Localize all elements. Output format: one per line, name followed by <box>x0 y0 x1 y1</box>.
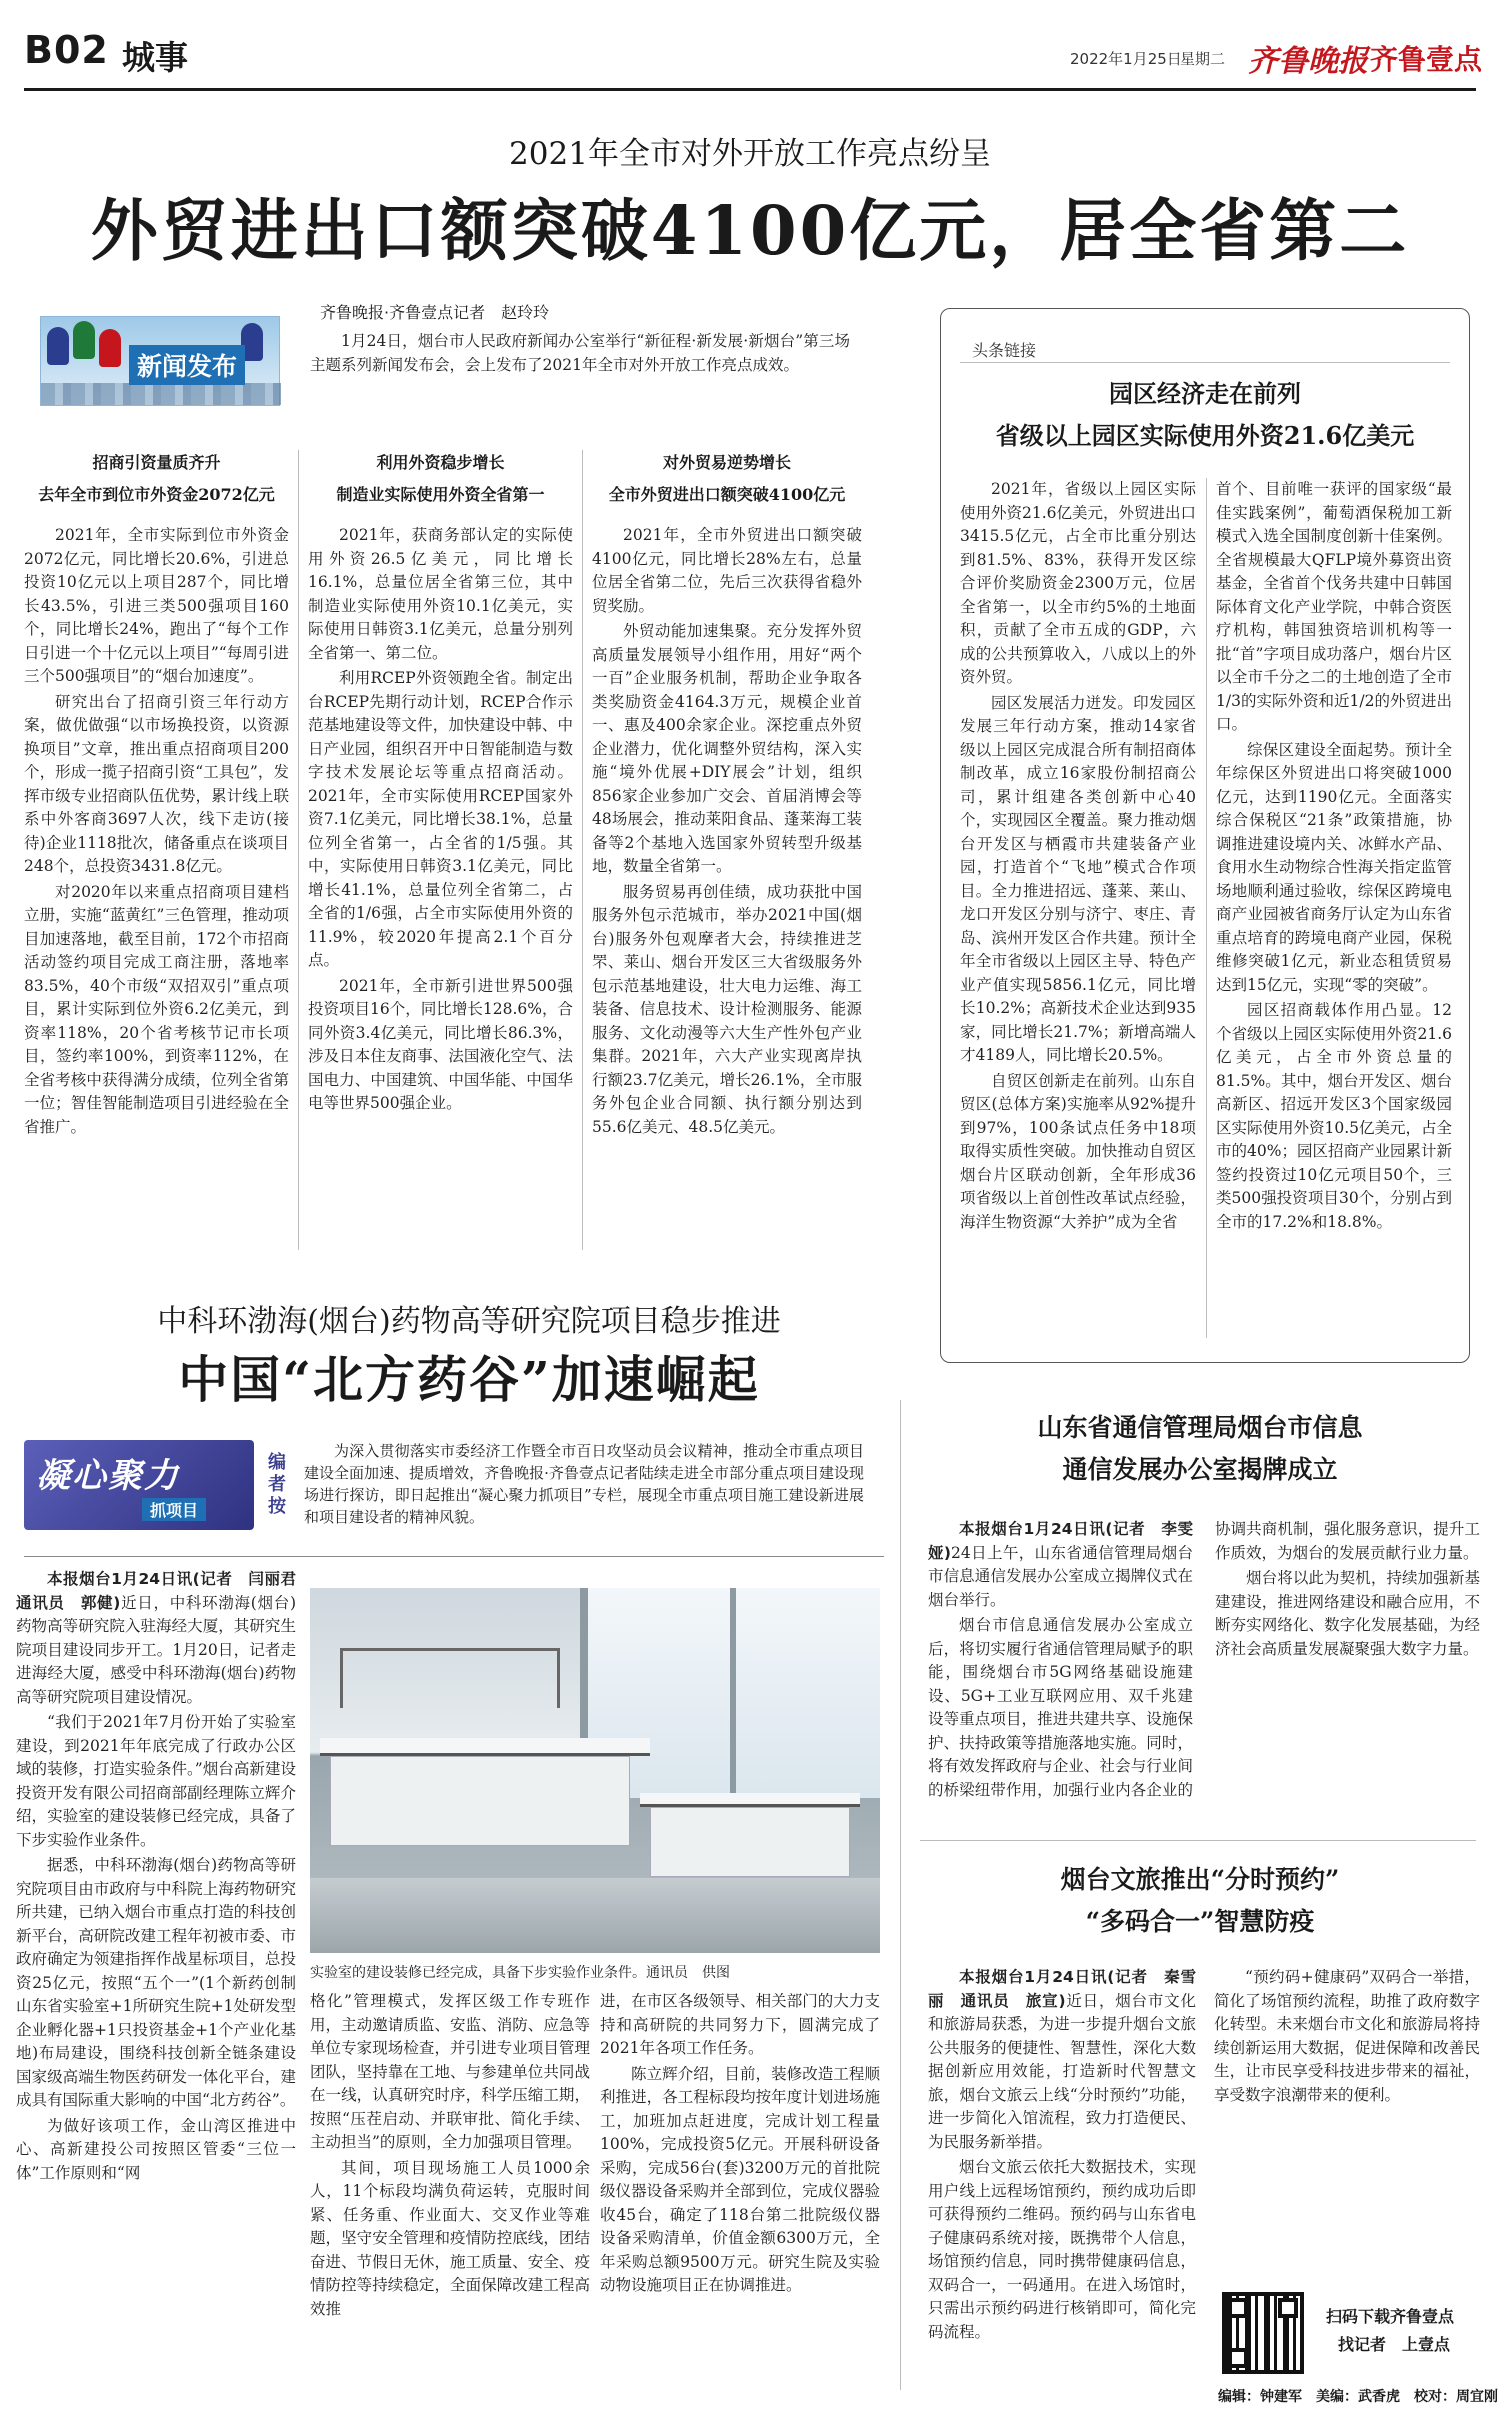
lead-col-2-title: 制造业实际使用外资全省第一 <box>336 485 545 504</box>
brand-logo-qilu-yidian: 齐鲁壹点 <box>1370 43 1483 76</box>
lead-intro <box>310 330 850 430</box>
paragraph: 外贸动能加速集聚。充分发挥外贸高质量发展领导小组作用，用好“两个一百”企业服务机制，帮助企业争取各类奖励资金4164.3万元，规模企业首一、惠及400余家企业。深挖重点外贸企业潜力，优化调整外贸结构，深入实施“境外优展+DIY展会”计划，组织856家企业参加广交会、首届消博会等48场展会，推动莱阳食品、蓬莱海工装备等2个基地入选国家外贸转型升级基地，数量全省第一。 <box>592 622 862 875</box>
lead-col-3-label: 对外贸易逆势增长 <box>662 453 791 472</box>
paragraph: 2021年，全市新引进世界500强投资项目16个，同比增长128.6%，合同外资3.4亿美元，同比增长86.3%，涉及日本住友商事、法国液化空气、法国电力、中国建筑、中国华能、中国华电等世界500强企业。 <box>308 976 573 1112</box>
lead-headline: 外贸进出口额突破4100亿元，居全省第二 <box>90 191 1410 270</box>
pharma-headline: 中国“北方药谷”加速崛起 <box>178 1350 760 1409</box>
paragraph: 自贸区创新走在前列。山东自贸区(总体方案)实施率从92%提升到97%，100条试点任务中18项取得实质性突破。加快推动自贸区烟台片区联动创新，全年形成36项省级以上首创性改革试点经验，海洋生物资源“大养护”成为全省 <box>960 1071 1196 1231</box>
lab-bench <box>320 1738 650 1756</box>
lab-shelf <box>340 1648 560 1708</box>
column-divider <box>1206 478 1207 1338</box>
tourism-title-1: 烟台文旅推出“分时预约” <box>1060 1865 1340 1894</box>
lead-col-3-body <box>592 524 862 1224</box>
microphone-icon <box>99 329 121 367</box>
lead-col-1-title: 去年全市到位市外资金2072亿元 <box>38 485 275 504</box>
pharma-kicker: 中科环渤海(烟台)药物高等研究院项目稳步推进 <box>157 1304 781 1339</box>
pharma-mid-col <box>310 1990 590 2390</box>
lead-col-1 <box>24 450 289 1224</box>
paragraph: “我们于2021年7月份开始了实验室建设，到2021年年底完成了行政办公区域的装修，打造实验条件。”烟台高新建设投资开发有限公司招商部副经理陈立辉介绍，实验室的建设装修已经完成，具备了下步实验作业条件。 <box>16 1713 296 1849</box>
paragraph <box>16 1568 312 1709</box>
lab-cabinet <box>650 1807 850 1877</box>
sidebar-tag: 头条链接 <box>972 341 1037 360</box>
paragraph: 陈立辉介绍，目前，装修改造工程顺利推进，各工程标段均按年度计划进场施工，加班加点赶进度，完成计划工程量100%，完成投资5亿元。开展科研设备采购，完成56台(套)3200万元的首批院级仪器设备采购并全部到位，完成仪器验收45台，确定了118台第二批院级仪器设备采购清单，价值金额6300万元，全年采购总额9500万元。研究生院及实验动物设施项目正在协调推进。 <box>600 2064 880 2294</box>
qr-finder <box>1228 2298 1248 2318</box>
byline: 本报烟台1月24日讯(记者 闫丽君 通讯员 郭健) <box>16 1570 312 1612</box>
paragraph: 园区招商载体作用凸显。12个省级以上园区实际使用外资21.6亿美元，占全市外资总量的81.5%。其中，烟台开发区、烟台高新区、招远开发区3个国家级园区实际使用外资10.5亿美元，占全市的40%；园区招商产业园累计新签约投资过10亿元项目50个，三类500强投资项目30个，分别占到全市的17.2%和18.8%。 <box>1216 1001 1453 1231</box>
column-divider <box>582 450 583 1250</box>
lead-col-2 <box>308 450 573 1224</box>
project-column-badge-title: 凝心聚力 <box>36 1456 180 1496</box>
sidebar-title-1: 园区经济走在前列 <box>1109 379 1301 408</box>
issue-date: 2022年1月25日 <box>1070 50 1182 68</box>
paragraph: 首个、目前唯一获评的国家级“最佳实践案例”，葡萄酒保税加工新模式入选全国制度创新十佳案例。全省规模最大QFLP境外募资出资基金，全省首个伐务共建中日韩国际体育文化产业学院，中韩合资医疗机构，韩国独资培训机构等一批“首”字项目成功落户，烟台片区以全市千分之二的土地创造了全市1/3的实际外资和近1/2的外贸进出口。 <box>1216 480 1452 733</box>
brand-logo-qilu-evening-news: 齐鲁晚报 <box>1248 44 1368 79</box>
news-release-badge <box>40 316 280 406</box>
sidebar-right-col <box>1216 478 1452 1338</box>
lead-kicker: 2021年全市对外开放工作亮点纷呈 <box>509 136 991 172</box>
sidebar-left-col <box>960 478 1196 1338</box>
lead-col-3-title: 全市外贸进出口额突破4100亿元 <box>608 485 846 504</box>
story-divider <box>920 1840 1476 1841</box>
telecom-body <box>928 1518 1480 1848</box>
window-frame <box>730 1588 736 1798</box>
laboratory-photo <box>310 1588 880 1953</box>
paragraph: 烟台将以此为契机，持续加强新基建建设，推进网络建设和融合应用，不断夯实网络化、数字化发展基础，为经济社会高质量发展凝聚强大数字力量。 <box>1215 1569 1480 1658</box>
paragraph: 研究出台了招商引资三年行动方案，做优做强“以市场换投资，以资源换项目”文章，推出重点招商项目200个，形成一揽子招商引资“工具包”，发挥市级专业招商队伍优势，累计线上联系中外客商3697人次，线下走访(接待)企业1118批次，储备重点在谈项目248个，总投资3431.8亿元。 <box>24 692 289 875</box>
editor-note-rule <box>24 1556 884 1557</box>
floor <box>310 1878 880 1953</box>
header-rule <box>24 88 1476 91</box>
paragraph: 为做好该项工作，金山湾区推进中心、高新建投公司按照区管委“三位一体”工作原则和“网 <box>16 2116 296 2182</box>
byline: 本报烟台1月24日讯(记者 秦雪丽 通讯员 旅宣) <box>928 1968 1196 2010</box>
lead-col-1-label: 招商引资量质齐升 <box>92 453 221 472</box>
paragraph: 园区发展活力迸发。印发园区发展三年行动方案，推动14家省级以上园区完成混合所有制招商体制改革，成立16家股份制招商公司，累计组建各类创新中心40个，实现园区全覆盖。聚力推动烟台开发区与栖霞市共建装备产业园，打造首个“飞地”模式合作项目。全力推进招远、蓬莱、莱山、龙口开发区分别与济宁、枣庄、青岛、滨州开发区合作共建。预计全年全市省级以上园区主导、特色产业产值实现5856.1亿元，同比增长10.2%；高新技术企业达到935家，同比增长21.7%；新增高端人才4189人，同比增长20.5%。 <box>960 693 1196 1064</box>
qr-finder <box>1228 2348 1248 2368</box>
city-skyline-icon <box>41 383 281 405</box>
news-release-badge-label: 新闻发布 <box>129 345 245 385</box>
section-divider <box>900 1400 901 2390</box>
sidebar-tag-rule <box>960 362 1450 363</box>
tourism-title-2: “多码合一”智慧防疫 <box>1085 1907 1315 1936</box>
editor-note-label: 编者按 <box>268 1452 286 1517</box>
column-divider <box>298 450 299 1250</box>
paragraph: 2021年，全市外贸进出口额突破4100亿元，同比增长28%左右，总量位居全省第二位，先后三次获得省稳外贸奖励。 <box>592 526 862 615</box>
lead-col-1-body <box>24 524 289 1224</box>
tourism-col-2 <box>1214 1966 1480 2186</box>
qr-text-line-2: 找记者 上壹点 <box>1338 2335 1451 2354</box>
lead-col-2-label: 利用外资稳步增长 <box>376 453 505 472</box>
qr-finder <box>1278 2298 1298 2318</box>
paragraph: 对2020年以来重点招商项目建档立册，实施“蓝黄红”三色管理，推动项目加速落地，截至目前，172个市招商活动签约项目完成工商注册，落地率83.5%，40个市级“双招双引”重点项目，累计实际到位外资6.2亿美元，到资率118%，20个省考核节记市长项目，签约率100%，到资率112%，在全省考核中获得满分成绩，位列全省第一位；智佳智能制造项目引进经验在全省推广。 <box>24 882 289 1136</box>
lab-bench <box>640 1793 860 1807</box>
paragraph: 服务贸易再创佳绩，成功获批中国服务外包示范城市，举办2021中国(烟台)服务外包观摩者大会，持续推进芝罘、莱山、烟台开发区三大省级服务外包示范基地建设，壮大电力运维、海工装备、信息技术、设计检测服务、能源服务、文化动漫等六大生产性外包产业集群。2021年，六大产业实现离岸执行额23.7亿美元，增长26.1%，全市服务外包企业合同额、执行额分别达到55.6亿美元、48.5亿美元。 <box>592 882 862 1136</box>
project-column-badge <box>24 1440 254 1530</box>
paragraph: 综保区建设全面起势。预计全年综保区外贸进出口将突破1000亿元，达到1190亿元。全面落实综合保税区“21条”政策措施，协调推进建设境内关、冰鲜水产品、食用水生动物综合性海关指定监管场地顺利通过验收，综保区跨境电商产业园被省商务厅认定为山东省重点培育的跨境电商产业园，保税维修突破1亿元，新业态租赁贸易达到15亿元，实现“零的突破”。 <box>1216 740 1452 994</box>
lead-col-3 <box>592 450 862 1224</box>
paragraph: 其间，项目现场施工人员1000余人，11个标段均满负荷运转，克服时间紧、任务重、作业面大、交叉作业等难题，坚守安全管理和疫情防控底线，团结奋进、节假日无休，施工质量、安全、疫情防控等持续稳定，全面保障改建工程高效推 <box>310 2158 590 2318</box>
editor-note-text: 为深入贯彻落实市委经济工作暨全市百日攻坚动员会议精神，推动全市重点项目建设全面加速、提质增效，齐鲁晚报·齐鲁壹点记者陆续走进全市部分重点项目建设现场进行探访，即日起推出“凝心聚力抓项目”专栏，展现全市重点项目施工建设新进展和项目建设者的精神风貌。 <box>304 1442 864 1526</box>
paragraph: 据悉，中科环渤海(烟台)药物高等研究院项目由市政府与中科院上海药物研究所共建，已纳入烟台市重点打造的科技创新平台，高研院改建工程年初被市委、市政府确定为领建指挥作战星标项目，总投资25亿元，按照“五个一”(1个新药创制山东省实验室+1所研究生院+1处研发型企业孵化器+1只投资基金+1个产业化基地)布局建设，围绕科技创新全链条建设国家级高端生物医药研发一体化平台，建成具有国际重大影响的中国“北方药谷”。 <box>16 1856 296 2109</box>
byline: 本报烟台1月24日讯(记者 李雯娅) <box>928 1520 1193 1562</box>
qr-code-icon[interactable] <box>1222 2292 1304 2374</box>
lead-reporter: 齐鲁晚报·齐鲁壹点记者 赵玲玲 <box>320 303 550 322</box>
editor-note <box>304 1440 864 1552</box>
photo-caption: 实验室的建设装修已经完成，具备下步实验作业条件。通讯员 供图 <box>310 1965 730 1981</box>
sidebar-title-2: 省级以上园区实际使用外资21.6亿美元 <box>995 421 1415 450</box>
paragraph: 烟台市信息通信发展办公室成立后，将切实履行省通信管理局赋予的职能，围绕烟台市5G网络基础设施建设、5G+工业互联网应用、双千兆建设等重点项目，推进共建共享、设施保护、扶持政策等措施落地实施。同时，将有效发挥政府与企业、社会与行业间的桥梁纽带作用，加强行业内各企业的协调共商机制，强化服务意识，提升工作质效，为烟台的发展贡献行业力量。 <box>928 1520 1480 1799</box>
paragraph: “预约码+健康码”双码合一举措，简化了场馆预约流程，助推了政府数字化转型。未来烟台市文化和旅游局将持续创新运用大数据，促进保障和改善民生，让市民享受科技进步带来的福祉，享受数字浪潮带来的便利。 <box>1214 1968 1480 2104</box>
paragraph: 烟台文旅云依托大数据技术，实现用户线上远程场馆预约，预约成功后即可获得预约二维码。预约码与山东省电子健康码系统对接，既携带个人信息，场馆预约信息，同时携带健康码信息，双码合一，一码通用。在进入场馆时，只需出示预约码进行核销即可，简化完码流程。 <box>928 2158 1196 2341</box>
paragraph: 格化”管理模式，发挥区级工作专班作用，主动邀请质监、安监、消防、应急等单位专家现场检查，并引进专业项目管理团队，坚持靠在工地、与参建单位共同战在一线，认真研究时序，科学压缩工期，按照“压茬启动、并联审批、简化手续、主动担当”的原则，全力加强项目管理。 <box>310 1992 590 2151</box>
paragraph <box>928 1518 1193 1612</box>
paragraph: 利用RCEP外资领跑全省。制定出台RCEP先期行动计划，RCEP合作示范基地建设等文件，加快建设中韩、中日产业园，组织召开中日智能制造与数字技术发展论坛等重点招商活动。2021年，全市实际使用RCEP国家外资7.1亿美元，同比增长38.1%，总量位列全省第一，占全省的1/5强。其中，实际使用日韩资3.1亿美元，同比增长41.1%，总量位列全省第二，占全省的1/6强，占全市实际使用外资的11.9%，较2020年提高2.1个百分点。 <box>308 669 573 969</box>
page-number: B02 <box>24 28 109 72</box>
lead-text: 近日，中科环渤海(烟台)药物高等研究院入驻海经大厦，其研究生院项目建设同步开工。1月20日，记者走进海经大厦，感受中科环渤海(烟台)药物高等研究院项目建设情况。 <box>16 1593 296 1706</box>
lead-col-2-body <box>308 524 573 1224</box>
paragraph: 进，在市区各级领导、相关部门的大力支持和高研院的共同努力下，圆满完成了2021年各项工作任务。 <box>600 1992 880 2057</box>
tourism-col-1 <box>928 1966 1196 2386</box>
issue-weekday: 星期二 <box>1180 50 1226 68</box>
paragraph: 2021年，省级以上园区实际使用外资21.6亿美元，外贸进出口3415.5亿元，占全市比重分别达到81.5%、83%，获得开发区综合评价奖励资金2300万元，位居全省第一，以全市约5%的土地面积，贡献了全市五成的GDP，六成的公共预算收入，八成以上的外资外贸。 <box>960 480 1197 686</box>
lead-intro-text: 1月24日，烟台市人民政府新闻办公室举行“新征程·新发展·新烟台”第三场主题系列新闻发布会，会上发布了2021年全市对外开放工作亮点成效。 <box>310 332 850 374</box>
editor-credits: 编辑：钟建军 美编：武香虎 校对：周宜刚 <box>1218 2389 1498 2405</box>
lab-cabinet <box>330 1756 630 1846</box>
paragraph: 2021年，获商务部认定的实际使用外资26.5亿美元，同比增长16.1%，总量位居全省第三位，其中制造业实际使用外资10.1亿美元，实际使用日韩资3.1亿美元，总量分别列全省第一、第二位。 <box>308 526 573 662</box>
pharma-left-col <box>16 1568 312 2388</box>
microphone-icon <box>47 327 69 365</box>
section-name: 城事 <box>122 38 188 77</box>
pharma-right-col <box>600 1990 880 2390</box>
qr-text-line-1: 扫码下载齐鲁壹点 <box>1326 2307 1455 2326</box>
paragraph: 2021年，全市实际到位市外资金2072亿元，同比增长20.6%，引进总投资10亿元以上项目287个，同比增长43.5%，引进三类500强项目160个，同比增长24%，跑出了“每个工作日引进一个十亿元以上项目”“每周引进三个500强项目”的“烟台加速度”。 <box>24 526 289 685</box>
telecom-title-2: 通信发展办公室揭牌成立 <box>1062 1455 1338 1484</box>
microphone-icon <box>73 321 95 359</box>
lead-text: 近日，烟台市文化和旅游局获悉，为进一步提升烟台文旅公共服务的便捷性、智慧性，深化大数据创新应用效能，打造新时代智慧文旅，烟台文旅云上线“分时预约”功能，进一步简化入馆流程，致力打造便民、为民服务新举措。 <box>928 1991 1196 2151</box>
telecom-title-1: 山东省通信管理局烟台市信息 <box>1037 1413 1363 1442</box>
project-column-badge-subtitle: 抓项目 <box>142 1498 206 1521</box>
lead-text: 24日上午，山东省通信管理局烟台市信息通信发展办公室成立揭牌仪式在烟台举行。 <box>928 1543 1193 1609</box>
paragraph <box>928 1966 1196 2154</box>
